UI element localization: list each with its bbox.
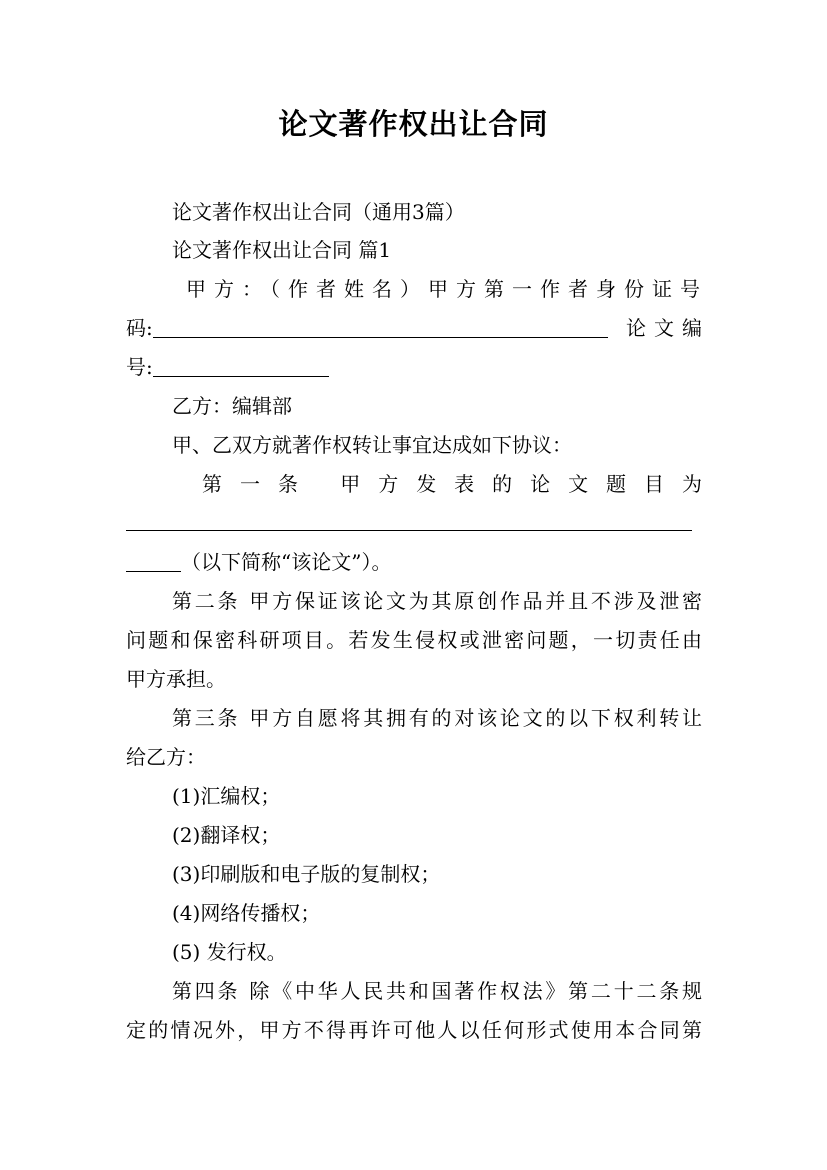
section-heading: 论文著作权出让合同 篇1 [172, 238, 392, 262]
article-2-line-2: 问题和保密科研项目。若发生侵权或泄密问题，一切责任由 [126, 628, 702, 652]
article-4-line-2: 定的情况外，甲方不得再许可他人以任何形式使用本合同第 [126, 1018, 702, 1042]
article-2-line-1: 第二条 甲方保证该论文为其原创作品并且不涉及泄密 [172, 589, 702, 613]
party-a-id-line [126, 314, 710, 342]
id-number-blank[interactable] [153, 317, 608, 338]
article-4-line-1: 第四条 除《中华人民共和国著作权法》第二十二条规 [172, 979, 702, 1003]
party-b-line: 乙方：编辑部 [172, 394, 292, 418]
right-item: (4)网络传播权； [172, 901, 321, 925]
article-3-line-1: 第三条 甲方自愿将其拥有的对该论文的以下权利转让 [172, 706, 702, 730]
article-1-line: 第一条 甲方发表的论文题目为 [202, 472, 702, 496]
subtitle: 论文著作权出让合同（通用3篇） [172, 200, 465, 224]
party-a-line: 甲方：（作者姓名）甲方第一作者身份证号 [186, 277, 702, 301]
right-item: (3)印刷版和电子版的复制权； [172, 862, 441, 886]
id-label: 码: [126, 316, 153, 340]
article-3-line-2: 给乙方： [126, 745, 206, 769]
paper-no-line [126, 353, 702, 381]
right-item: (2)翻译权； [172, 823, 281, 847]
document-title: 论文著作权出让合同 [278, 107, 549, 141]
right-item: (1)汇编权； [172, 784, 281, 808]
article-1-suffix-line [126, 548, 702, 576]
paper-no-label: 论文编 [626, 316, 710, 340]
paper-title-blank-continued[interactable] [126, 551, 181, 572]
paper-no-label-2: 号: [126, 355, 153, 379]
paper-no-blank[interactable] [153, 356, 329, 377]
article-2-line-3: 甲方承担。 [126, 667, 226, 691]
article-1-suffix: （以下简称“该论文”）。 [181, 550, 392, 574]
paper-title-blank[interactable] [126, 530, 692, 531]
agreement-intro: 甲、乙双方就著作权转让事宜达成如下协议： [172, 433, 572, 457]
right-item: (5) 发行权。 [172, 940, 287, 964]
